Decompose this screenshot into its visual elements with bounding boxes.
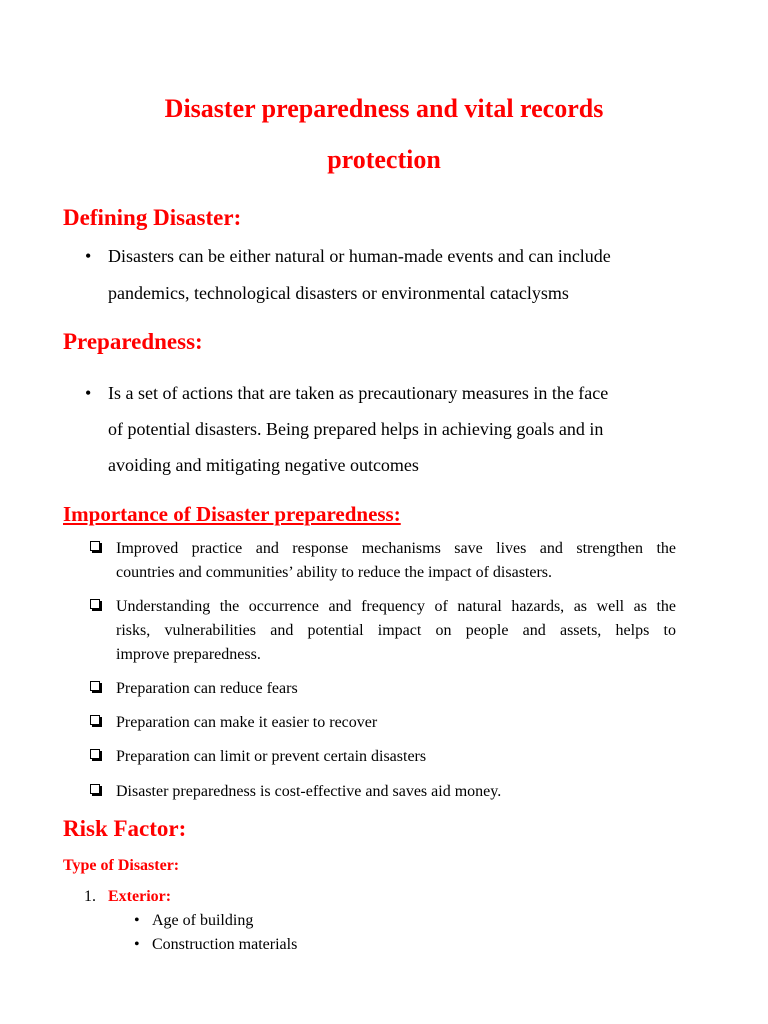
- importance-item-text: [116, 745, 676, 769]
- checkbox-square-icon: [90, 784, 100, 794]
- importance-item-4-line-1: Preparation can make it easier to recover: [116, 714, 378, 731]
- sub-bullet-dot: •: [134, 936, 140, 953]
- numbered-item-number: 1.: [84, 888, 96, 905]
- sub-bullet-dot: •: [134, 912, 140, 929]
- importance-item-5-line-1: Preparation can limit or prevent certain disasters: [116, 748, 427, 765]
- defining-line-1: Disasters can be either natural or human-made events and can include: [108, 246, 611, 266]
- importance-item-text: [116, 780, 676, 804]
- numbered-item-exterior: Exterior:: [108, 888, 172, 905]
- importance-item-1-line-1: Improved practice and response mechanisms save lives and strengthen the: [116, 540, 676, 557]
- heading-preparedness: Preparedness:: [63, 329, 203, 354]
- importance-item-text: [116, 677, 676, 701]
- defining-line-2: pandemics, technological disasters or environmental cataclysms: [108, 283, 569, 303]
- sub-item-construction-materials: Construction materials: [152, 936, 298, 953]
- bullet-dot: •: [85, 383, 92, 403]
- checkbox-square-icon: [90, 541, 100, 551]
- importance-item-text: [116, 711, 676, 735]
- importance-item-2-line-2: risks, vulnerabilities and potential impact on people and assets, helps to: [116, 622, 676, 639]
- document-title-line-1: Disaster preparedness and vital records: [164, 94, 604, 123]
- checkbox-square-icon: [90, 681, 100, 691]
- heading-importance: Importance of Disaster preparedness:: [63, 502, 401, 526]
- importance-item-2-line-3: improve preparedness.: [116, 646, 261, 663]
- importance-item-text: [116, 595, 676, 667]
- checkbox-square-icon: [90, 749, 100, 759]
- sub-item-age-of-building: Age of building: [152, 912, 254, 929]
- preparedness-line-1: Is a set of actions that are taken as precautionary measures in the face: [108, 383, 609, 403]
- importance-item-3-line-1: Preparation can reduce fears: [116, 680, 298, 697]
- checkbox-square-icon: [90, 599, 100, 609]
- bullet-dot: •: [85, 246, 92, 266]
- document-title-line-2: protection: [327, 145, 441, 174]
- checkbox-square-icon: [90, 715, 100, 725]
- preparedness-line-2: of potential disasters. Being prepared helps in achieving goals and in: [108, 419, 604, 439]
- heading-risk-factor: Risk Factor:: [63, 816, 187, 841]
- heading-defining-disaster: Defining Disaster:: [63, 205, 242, 230]
- importance-item-text: [116, 537, 676, 585]
- importance-item-2-line-1: Understanding the occurrence and frequency of natural hazards, as well as the: [116, 598, 676, 615]
- preparedness-line-3: avoiding and mitigating negative outcomes: [108, 455, 419, 475]
- importance-item-6-line-1: Disaster preparedness is cost-effective and saves aid money.: [116, 783, 502, 800]
- subheading-type-of-disaster: Type of Disaster:: [63, 857, 180, 874]
- importance-item-1-line-2: countries and communities’ ability to reduce the impact of disasters.: [116, 564, 553, 581]
